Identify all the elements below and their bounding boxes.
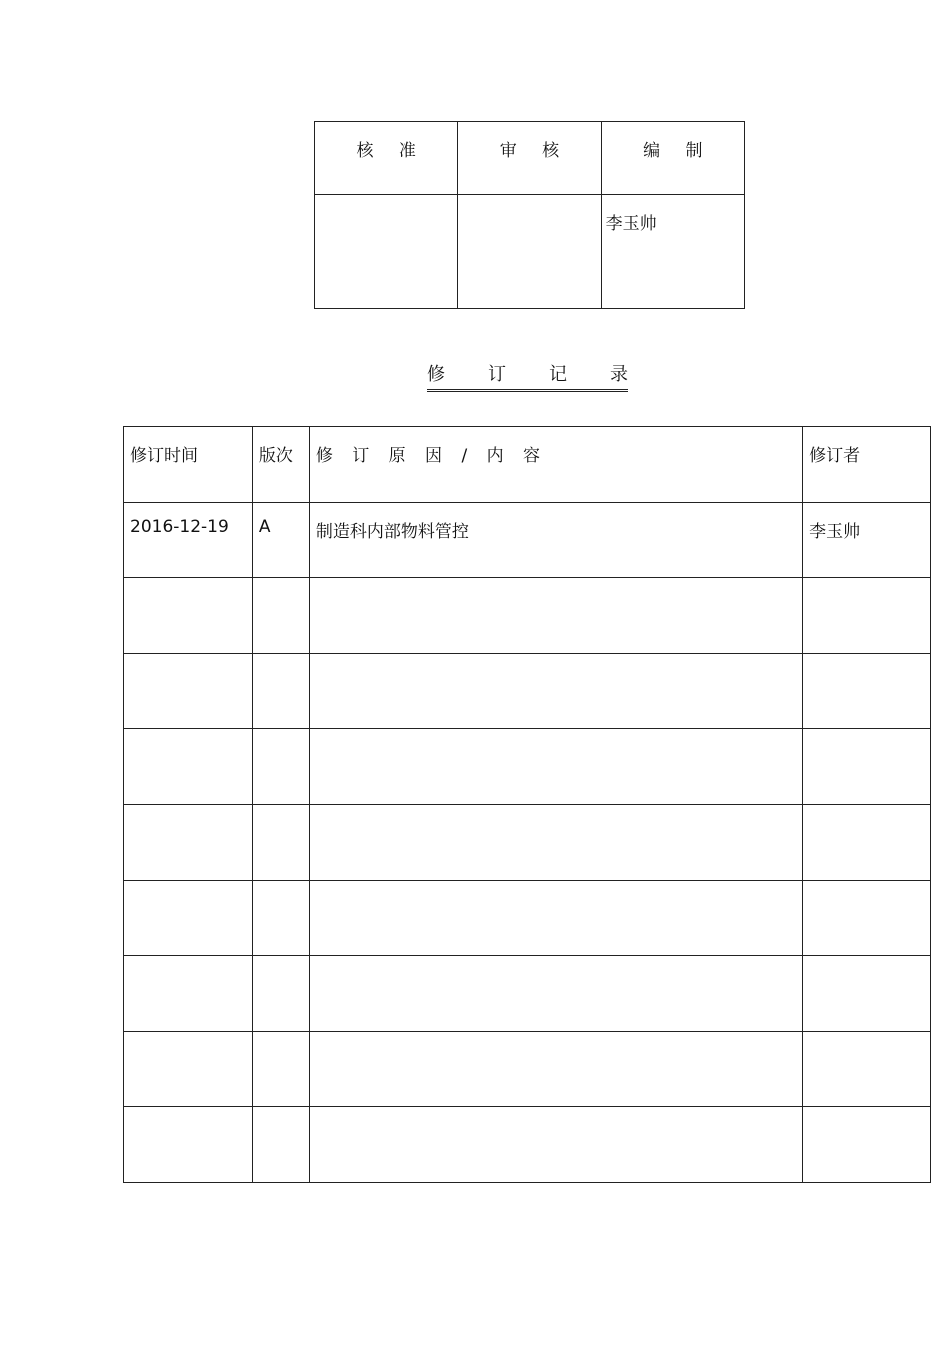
table-row — [124, 956, 931, 1032]
revision-title: 修 订 记 录 — [427, 363, 628, 392]
row-reviser: 李玉帅 — [803, 502, 931, 578]
header-reviser: 修订者 — [803, 427, 931, 503]
row-version — [252, 1107, 309, 1183]
row-version — [252, 1031, 309, 1107]
row-content — [309, 1031, 802, 1107]
table-row — [124, 880, 931, 956]
table-row — [124, 653, 931, 729]
row-reviser — [803, 956, 931, 1032]
row-reviser — [803, 880, 931, 956]
approval-header-review: 审 核 — [458, 122, 601, 195]
row-content: 制造科内部物料管控 — [309, 502, 802, 578]
table-row — [124, 502, 931, 578]
row-date — [124, 956, 253, 1032]
row-content — [309, 880, 802, 956]
row-date — [124, 578, 253, 654]
row-date: 2016-12-19 — [124, 502, 253, 578]
row-date — [124, 804, 253, 880]
row-version — [252, 653, 309, 729]
table-row — [124, 1107, 931, 1183]
row-date — [124, 729, 253, 805]
row-content — [309, 653, 802, 729]
table-row — [124, 729, 931, 805]
row-version — [252, 956, 309, 1032]
row-content — [309, 578, 802, 654]
header-date: 修订时间 — [124, 427, 253, 503]
row-version — [252, 578, 309, 654]
row-version — [252, 729, 309, 805]
row-reviser — [803, 729, 931, 805]
approval-header-prepare: 编 制 — [601, 122, 744, 195]
row-reviser — [803, 578, 931, 654]
approval-header-approve: 核 准 — [315, 122, 458, 195]
row-content — [309, 804, 802, 880]
row-content — [309, 956, 802, 1032]
header-version: 版次 — [252, 427, 309, 503]
approval-value-row — [315, 195, 745, 309]
row-reviser — [803, 804, 931, 880]
row-date — [124, 1031, 253, 1107]
row-content — [309, 1107, 802, 1183]
table-row — [124, 1031, 931, 1107]
header-content: 修 订 原 因 / 内 容 — [309, 427, 802, 503]
row-version — [252, 804, 309, 880]
row-reviser — [803, 653, 931, 729]
approval-header-row — [315, 122, 745, 195]
approval-value-review — [458, 195, 601, 309]
approval-value-approve — [315, 195, 458, 309]
revision-table — [123, 426, 931, 1183]
row-date — [124, 1107, 253, 1183]
row-version — [252, 880, 309, 956]
approval-value-prepare: 李玉帅 — [601, 195, 744, 309]
row-date — [124, 880, 253, 956]
revision-header-row — [124, 427, 931, 503]
row-reviser — [803, 1031, 931, 1107]
row-content — [309, 729, 802, 805]
table-row — [124, 804, 931, 880]
row-version: A — [252, 502, 309, 578]
table-row — [124, 578, 931, 654]
approval-table — [314, 121, 745, 309]
row-reviser — [803, 1107, 931, 1183]
row-date — [124, 653, 253, 729]
